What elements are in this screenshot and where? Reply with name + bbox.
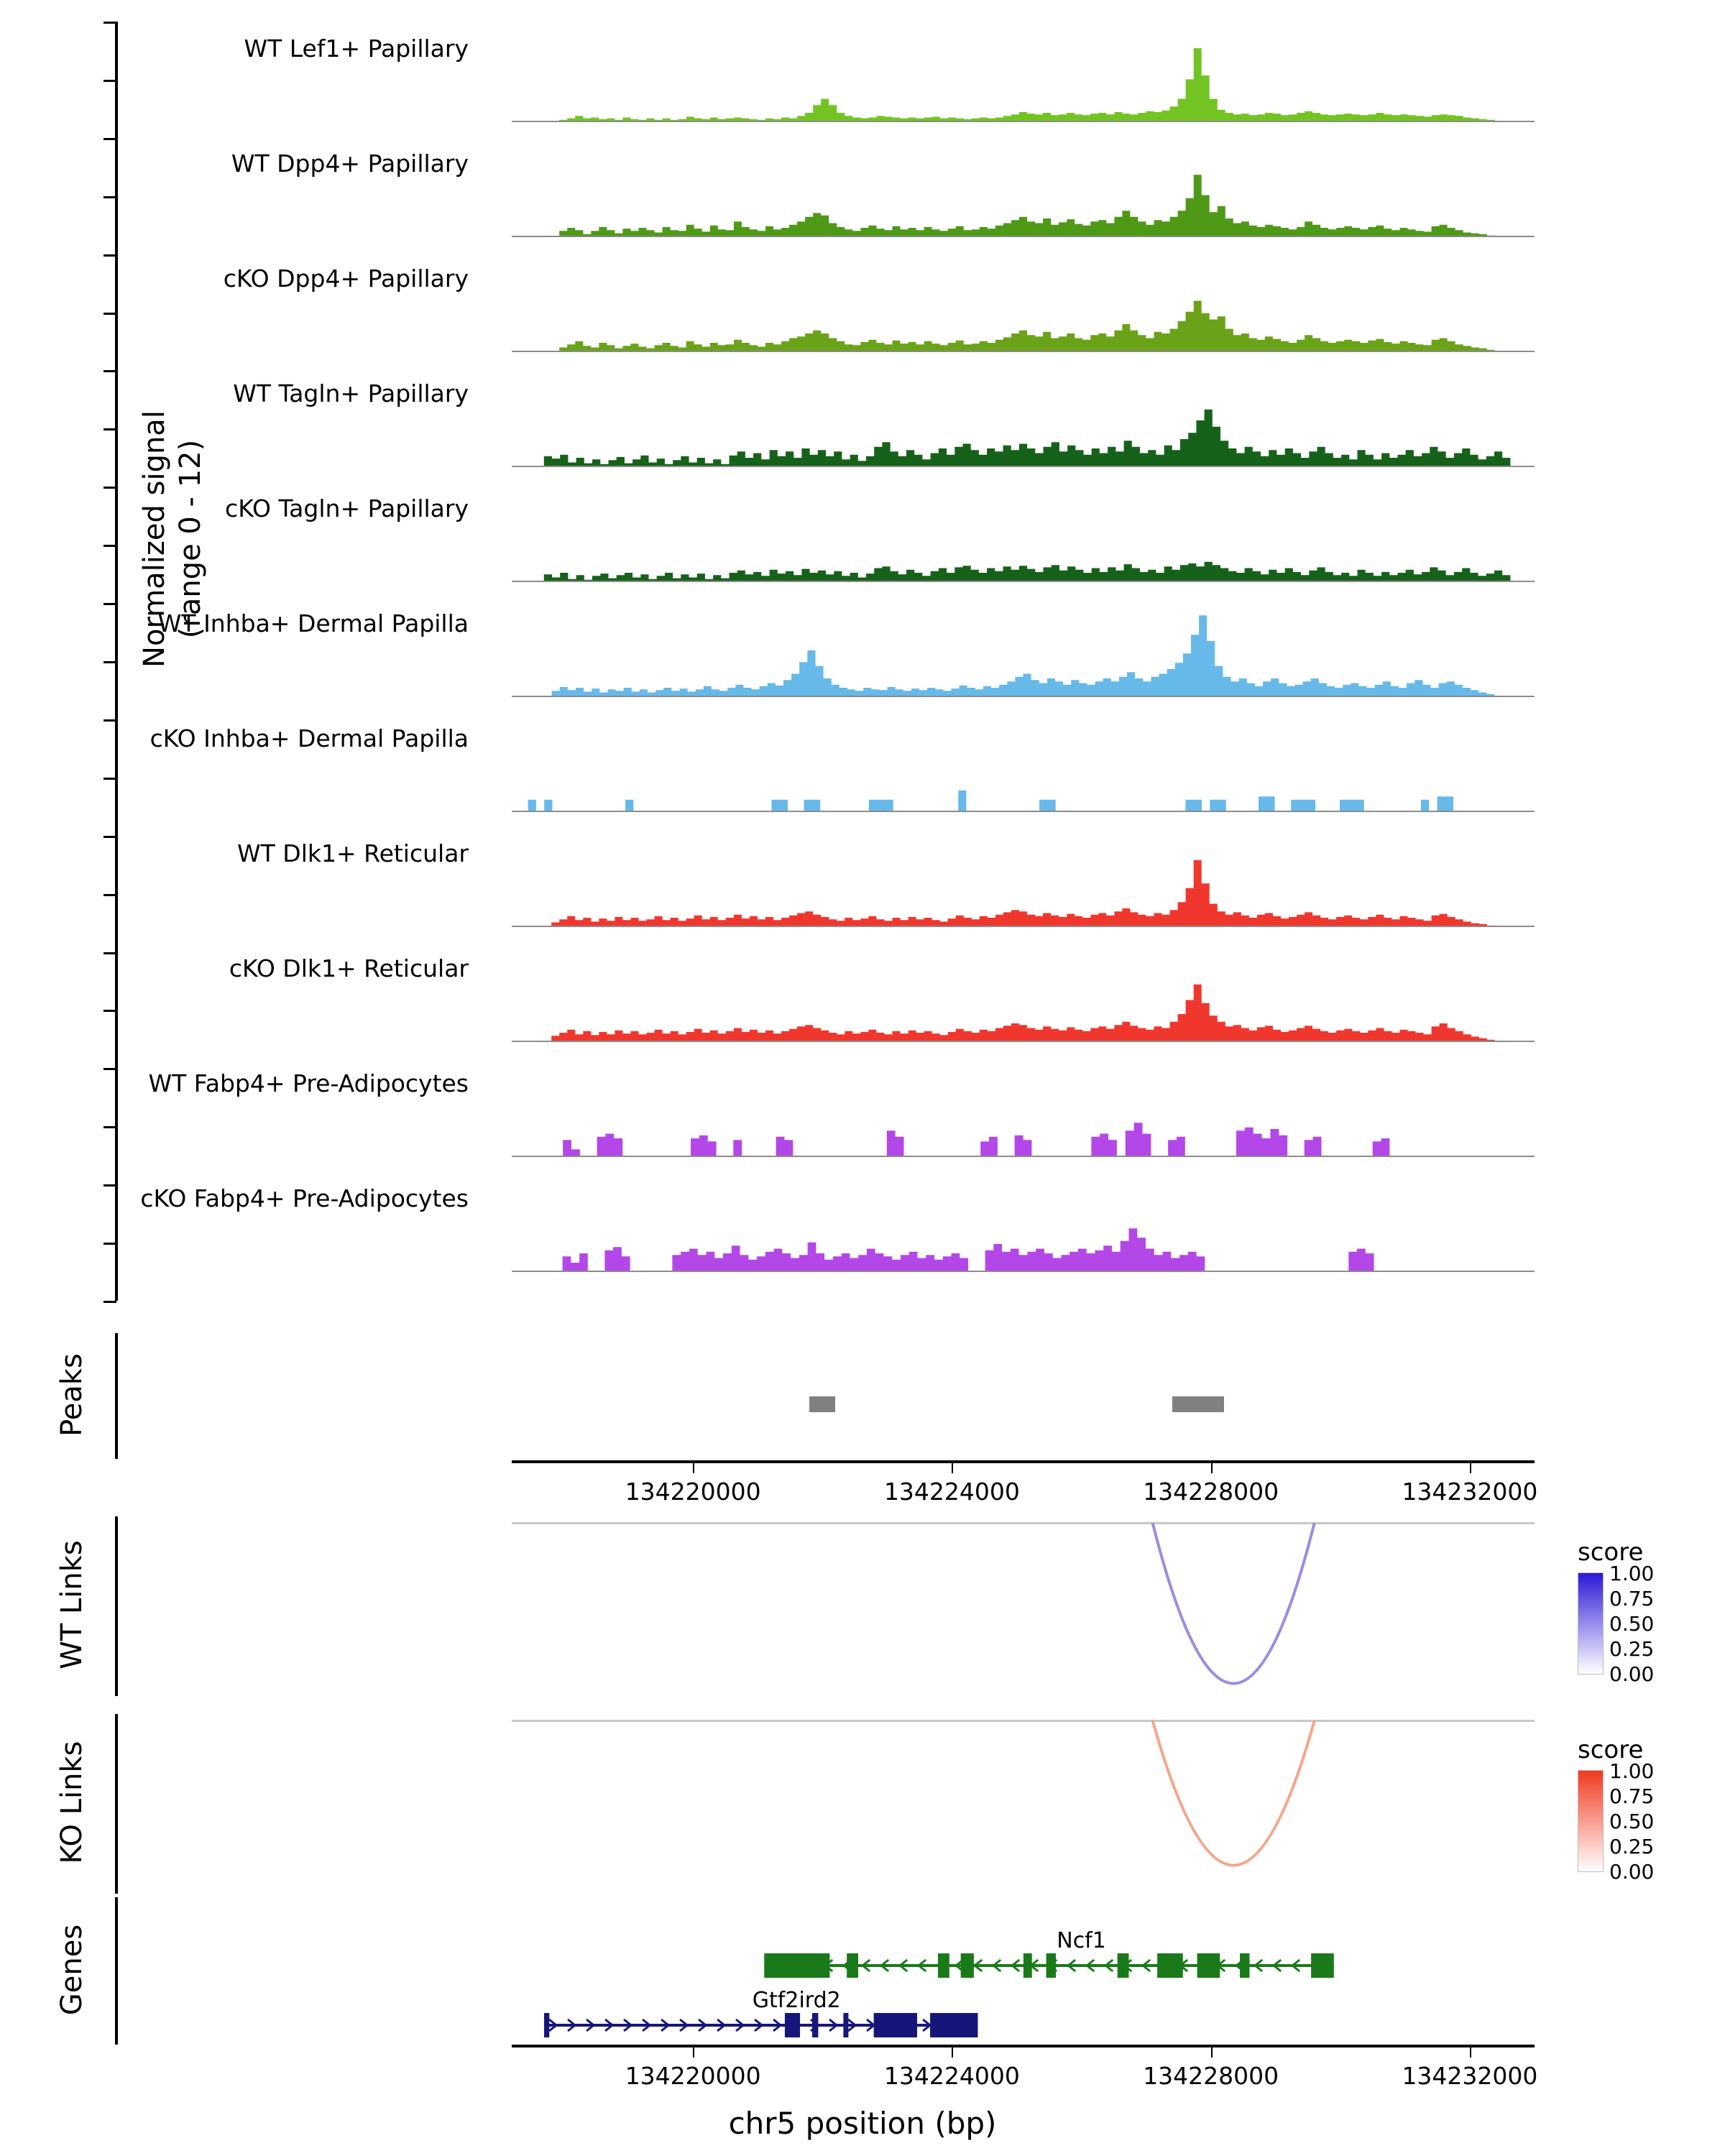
legend-title: score [1578, 1736, 1644, 1764]
x-axis-tick-label: 134228000 [1143, 2062, 1279, 2090]
y-axis-tick [104, 196, 116, 198]
y-axis-label-main: Normalized signal [138, 410, 171, 668]
legend-tick-label: 0.25 [1609, 1835, 1655, 1858]
y-axis-tick [104, 545, 116, 547]
wt-links-legend [1578, 1538, 1655, 1686]
x-axis-tick-label: 134220000 [625, 2062, 761, 2090]
legend-tick-label: 0.75 [1609, 1587, 1655, 1611]
x-axis-tick [1211, 2047, 1213, 2058]
track-label: WT Lef1+ Papillary [244, 34, 469, 63]
y-axis-tick [104, 603, 116, 605]
x-axis-tick [1470, 2047, 1471, 2058]
y-axis-tick [104, 1010, 116, 1012]
x-axis-tick-label: 134224000 [883, 2062, 1020, 2090]
track-label: cKO Tagln+ Papillary [225, 494, 469, 522]
genes-section-label: Genes [55, 1924, 88, 2015]
y-axis-tick [104, 80, 116, 82]
y-axis-tick [104, 1301, 116, 1303]
legend-tick-label: 0.50 [1609, 1612, 1655, 1636]
y-axis-tick [104, 661, 116, 663]
legend-colorbar [1578, 1572, 1604, 1674]
y-axis-tick [104, 428, 116, 430]
y-axis-tick [104, 778, 116, 780]
x-axis-line [512, 2045, 1535, 2047]
x-axis-tick [952, 2047, 953, 2058]
y-axis-tick [104, 952, 116, 954]
track-label: WT Dpp4+ Papillary [231, 149, 469, 178]
legend-ticks [1609, 1759, 1696, 1884]
y-axis-tick [104, 894, 116, 896]
legend-tick-label: 0.25 [1609, 1637, 1655, 1661]
track-label: cKO Dlk1+ Reticular [229, 954, 469, 982]
y-axis-tick [104, 1243, 116, 1245]
x-axis-tick-label: 134224000 [883, 1478, 1020, 1506]
wt-links-label: WT Links [55, 1540, 88, 1669]
legend-tick-label: 1.00 [1609, 1759, 1655, 1783]
gene-label: Ncf1 [1057, 1928, 1106, 1953]
track-label: cKO Inhba+ Dermal Papilla [150, 724, 469, 752]
y-axis-tick [104, 254, 116, 257]
x-axis-tick [693, 2047, 694, 2058]
y-axis-tick [104, 22, 116, 24]
track-label: WT Fabp4+ Pre-Adipocytes [148, 1069, 469, 1097]
track-label: cKO Fabp4+ Pre-Adipocytes [140, 1184, 469, 1212]
track-label: cKO Dpp4+ Papillary [223, 264, 469, 292]
legend-ticks [1609, 1562, 1696, 1686]
legend-title: score [1578, 1538, 1644, 1567]
x-axis-title: chr5 position (bp) [728, 2106, 997, 2141]
track-label: WT Inhba+ Dermal Papilla [157, 609, 469, 637]
y-axis-tick [104, 487, 116, 489]
track-label: WT Dlk1+ Reticular [237, 839, 469, 867]
y-axis-tick [104, 719, 116, 722]
legend-colorbar [1578, 1770, 1604, 1872]
ko-links-label: KO Links [55, 1741, 88, 1864]
x-axis-tick-label: 134228000 [1143, 1478, 1279, 1506]
y-axis-tick [104, 1184, 116, 1187]
y-axis-tick [104, 313, 116, 315]
track-label: WT Tagln+ Papillary [233, 379, 469, 407]
ko-links-legend [1578, 1736, 1655, 1884]
x-axis-tick-label: 134220000 [625, 1478, 761, 1506]
gene-label: Gtf2ird2 [752, 1988, 841, 2013]
x-axis-tick-label: 134232000 [1402, 1478, 1538, 1506]
legend-tick-label: 0.50 [1609, 1810, 1655, 1833]
legend-tick-label: 0.75 [1609, 1784, 1655, 1808]
y-axis-tick [104, 836, 116, 838]
legend-tick-label: 0.00 [1609, 1860, 1655, 1884]
legend-tick-label: 1.00 [1609, 1562, 1655, 1585]
x-axis-tick-label: 134232000 [1402, 2062, 1538, 2090]
peaks-section-label: Peaks [55, 1353, 88, 1437]
x-axis-bottom [0, 2045, 1725, 2102]
y-axis-label-sub: (range 0 - 12) [174, 439, 207, 639]
y-axis-tick [104, 1068, 116, 1070]
y-axis-tick [104, 138, 116, 140]
y-axis-tick [104, 370, 116, 372]
y-axis-tick [104, 1126, 116, 1128]
legend-tick-label: 0.00 [1609, 1662, 1655, 1686]
